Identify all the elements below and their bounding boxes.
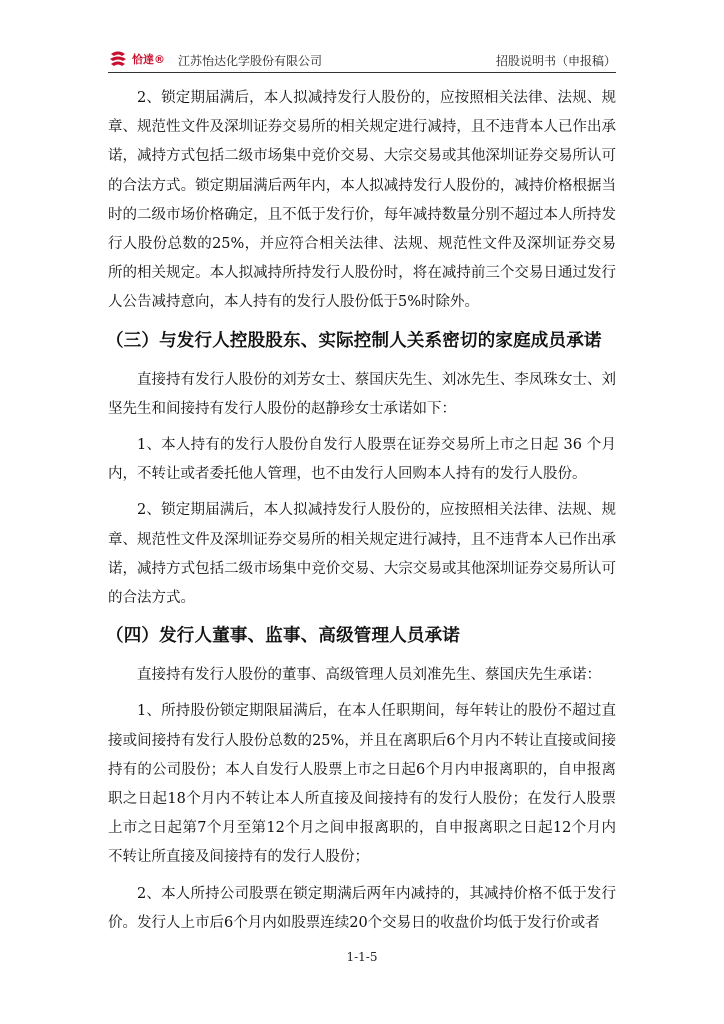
page-header <box>108 48 616 72</box>
paragraph: 1、所持股份锁定期限届满后，在本人任职期间，每年转让的股份不超过直接或间接持有发行人股份总数的25%，并且在离职后6个月内不转让直接或间接持有的公司股份；本人自发行人股票上市之日起6个月内申报离职的，自申报离职之日起18个月内不转让本人所直接及间接持有的发行人股份；在发行人股票上市之日起第7个月至第12个月之间申报离职的，自申报离职之日起12个月内不转让所直接及间接持有的发行人股份； <box>108 703 616 866</box>
page-body <box>108 84 616 938</box>
paragraph: 2、锁定期届满后，本人拟减持发行人股份的，应按照相关法律、法规、规章、规范性文件及深圳证券交易所的相关规定进行减持，且不违背本人已作出承诺，减持方式包括二级市场集中竞价交易、大宗交易或其他深圳证券交易所认可的合法方式。 <box>108 502 616 607</box>
paragraph: 2、本人所持公司股票在锁定期满后两年内减持的，其减持价格不低于发行价。发行人上市后6个月内如股票连续20个交易日的收盘价均低于发行价或者 <box>108 885 616 931</box>
paragraph: 直接持有发行人股份的董事、高级管理人员刘准先生、蔡国庆先生承诺： <box>137 667 601 684</box>
paragraph: 1、本人持有的发行人股份自发行人股票在证券交易所上市之日起 36 个月内，不转让或者委托他人管理，也不由发行人回购本人持有的发行人股份。 <box>108 437 616 483</box>
page-number: 1-1-5 <box>346 950 378 964</box>
header-divider <box>108 72 616 73</box>
paragraph: 直接持有发行人股份的刘芳女士、蔡国庆先生、刘冰先生、李凤珠女士、刘坚先生和间接持有发行人股份的赵静珍女士承诺如下： <box>108 371 616 417</box>
logo-text: 恰達® <box>132 53 165 66</box>
paragraph: 2、锁定期届满后，本人拟减持发行人股份的，应按照相关法律、法规、规章、规范性文件及深圳证券交易所的相关规定进行减持，且不违背本人已作出承诺，减持方式包括二级市场集中竞价交易、大宗交易或其他深圳证券交易所认可的合法方式。锁定期届满后两年内，本人拟减持发行人股份的，减持价格根据当时的二级市场价格确定，且不低于发行价，每年减持数量分别不超过本人所持发行人股份总数的25%，并应符合相关法律、法规、规范性文件及深圳证券交易所的相关规定。本人拟减持所持发行人股份时，将在减持前三个交易日通过发行人公告减持意向，本人持有的发行人股份低于5%时除外。 <box>108 90 616 311</box>
section-heading: （四）发行人董事、监事、高级管理人员承诺 <box>106 626 460 647</box>
company-logo-icon <box>108 50 128 68</box>
document-type: 招股说明书（申报稿） <box>495 54 616 68</box>
company-name: 江苏怡达化学股份有限公司 <box>178 54 323 68</box>
section-heading: （三）与发行人控股股东、实际控制人关系密切的家庭成员承诺 <box>106 330 602 351</box>
